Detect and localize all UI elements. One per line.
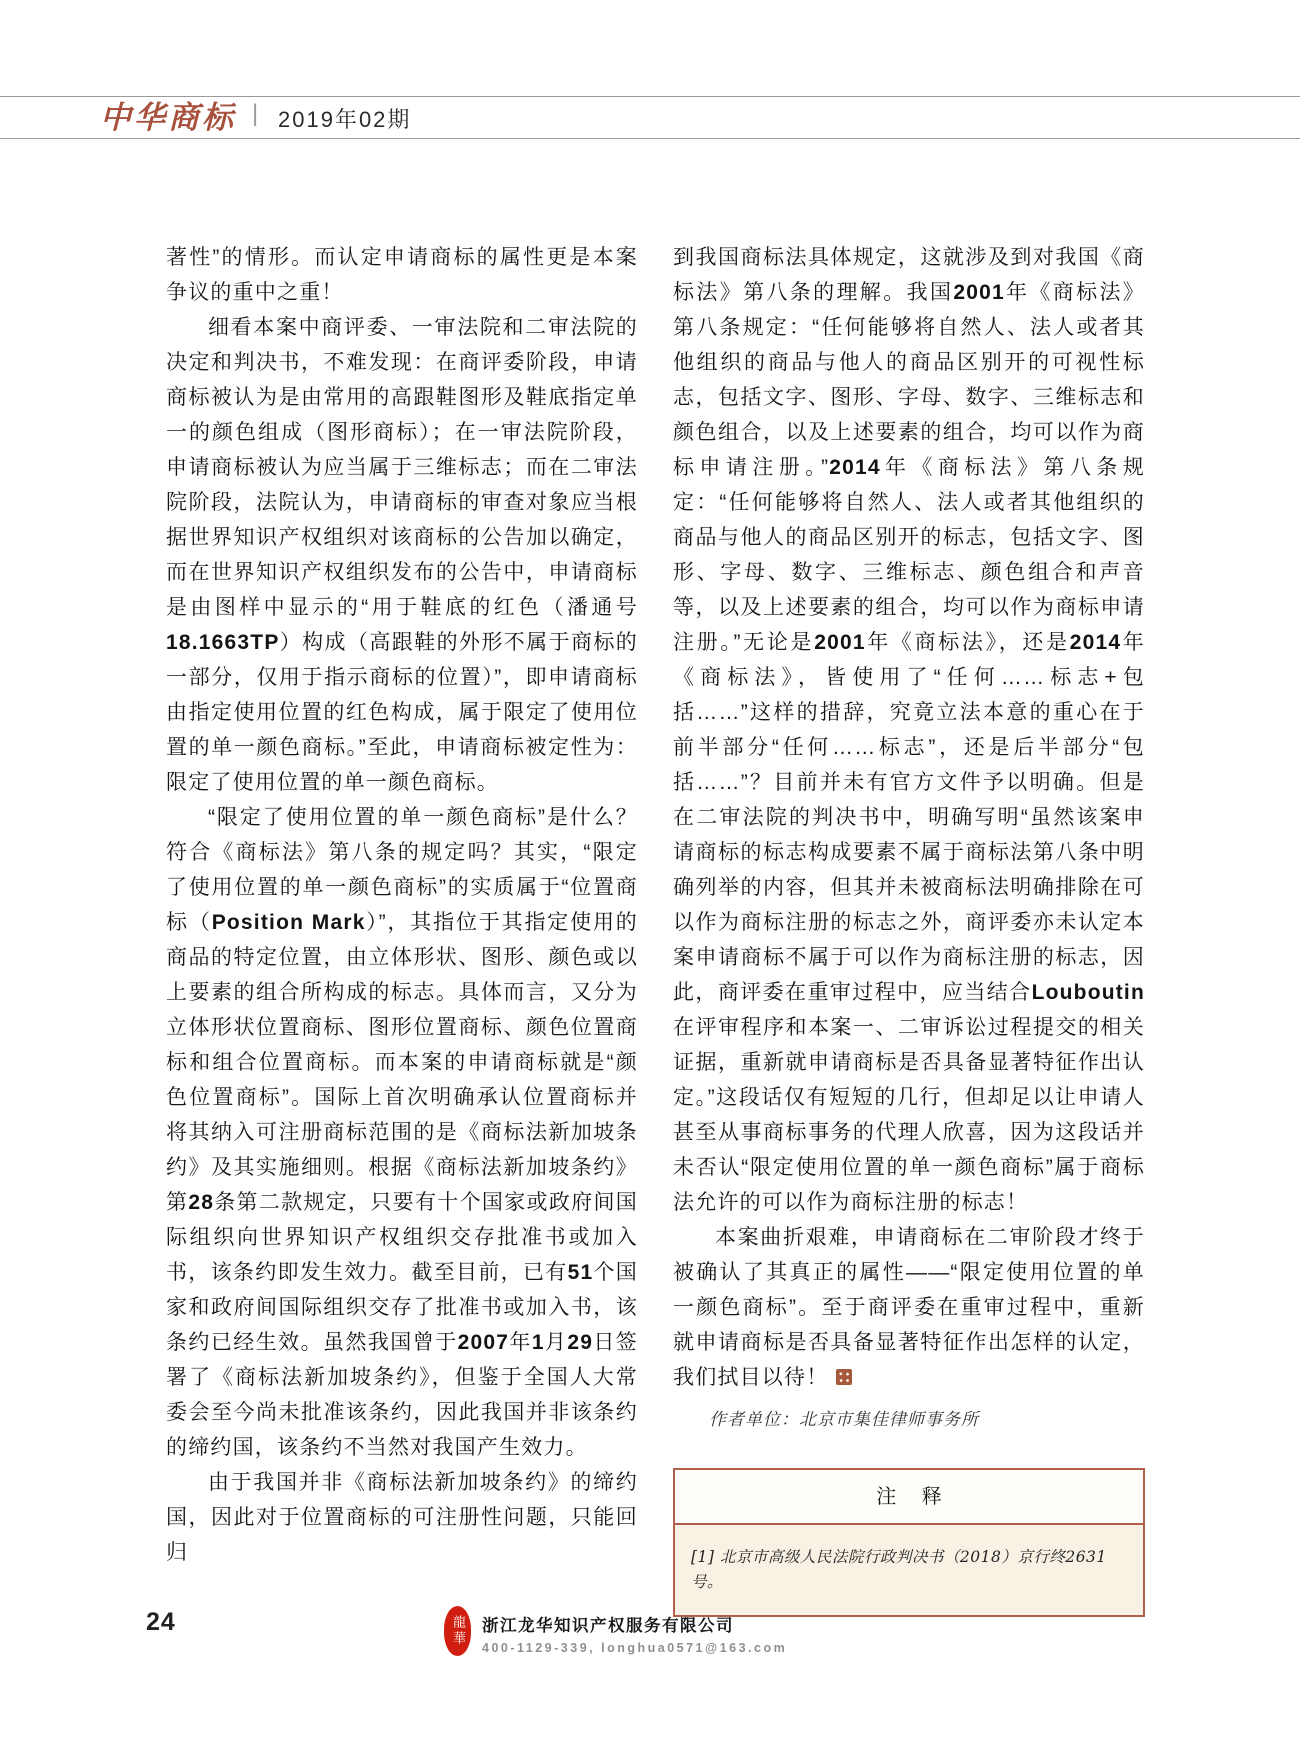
paragraph: 由于我国并非《商标法新加坡条约》的缔约国，因此对于位置商标的可注册性问题，只能回归 xyxy=(166,1471,638,1564)
paragraph-text: 本案曲折艰难，申请商标在二审阶段才终于被确认了其真正的属性——“限定使用位置的单一颜色商标”。至于商评委在重审过程中，重新就申请商标是否具备显著特征作出怎样的认定，我们拭目以待！ xyxy=(673,1226,1145,1389)
article-end-seal-icon xyxy=(836,1369,852,1385)
page-number: 24 xyxy=(146,1608,176,1636)
company-name: 浙江龙华知识产权服务有限公司 xyxy=(482,1617,734,1635)
article-left-column xyxy=(166,240,638,1570)
paragraph: 到我国商标法具体规定，这就涉及到对我国《商标法》第八条的理解。我国2001年《商标法》第八条规定：“任何能够将自然人、法人或者其他组织的商品与他人的商品区别开的可视性标志，包括文字、图形、字母、数字、三维标志和颜色组合，以及上述要素的组合，均可以作为商标申请注册。”2014年《商标法》第八条规定：“任何能够将自然人、法人或者其他组织的商品与他人的商品区别开的标志，包括文字、图形、字母、数字、三维标志、颜色组合和声音等，以及上述要素的组合，均可以作为商标申请注册。”无论是2001年《商标法》，还是2014年《商标法》，皆使用了“任何……标志+包括……”这样的措辞，究竟立法本意的重心在于前半部分“任何……标志”，还是后半部分“包括……”？目前并未有官方文件予以明确。但是在二审法院的判决书中，明确写明“虽然该案申请商标的标志构成要素不属于商标法第八条中明确列举的内容，但其并未被商标法明确排除在可以作为商标注册的标志之外，商评委亦未认定本案申请商标不属于可以作为商标注册的标志，因此，商评委在重审过程中，应当结合Louboutin在评审程序和本案一、二审诉讼过程提交的相关证据，重新就申请商标是否具备显著特征作出认定。”这段话仅有短短的几行，但却足以让申请人甚至从事商标事务的代理人欣喜，因为这段话并未否认“限定使用位置的单一颜色商标”属于商标法允许的可以作为商标注册的标志！ xyxy=(673,246,1145,1214)
author-affiliation: 作者单位：北京市集佳律师事务所 xyxy=(709,1410,979,1430)
magazine-logo: 中华商标 xyxy=(100,100,236,136)
paragraph: “限定了使用位置的单一颜色商标”是什么？符合《商标法》第八条的规定吗？其实，“限定了使用位置的单一颜色商标”的实质属于“位置商标（Position Mark）”，其指位于其指定使用的商品的特定位置，由立体形状、图形、颜色或以上要素的组合所构成的标志。具体而言，又分为立体形状位置商标、图形位置商标、颜色位置商标和组合位置商标。而本案的申请商标就是“颜色位置商标”。国际上首次明确承认位置商标并将其纳入可注册商标范围的是《商标法新加坡条约》及其实施细则。根据《商标法新加坡条约》第28条第二款规定，只要有十个国家或政府间国际组织向世界知识产权组织交存批准书或加入书，该条约即发生效力。截至目前，已有51个国家和政府间国际组织交存了批准书或加入书，该条约已经生效。虽然我国曾于2007年1月29日签署了《商标法新加坡条约》，但鉴于全国人大常委会至今尚未批准该条约，因此我国并非该条约的缔约国，该条约不当然对我国产生效力。 xyxy=(166,806,639,1459)
notes-title: 注 释 xyxy=(675,1470,1143,1525)
company-logo-seal-icon: 龍華 xyxy=(444,1606,471,1656)
paragraph xyxy=(673,1220,1145,1395)
article-right-column xyxy=(673,240,1145,1617)
company-contact: 400-1129-339, longhua0571@163.com xyxy=(482,1641,788,1655)
note-item: [1] 北京市高级人民法院行政判决书（2018）京行终2631号。 xyxy=(675,1525,1143,1615)
header-divider-bar: | xyxy=(252,100,259,127)
header-rule-bottom xyxy=(0,138,1300,139)
paragraph: 细看本案中商评委、一审法院和二审法院的决定和判决书，不难发现：在商评委阶段，申请商标被认为是由常用的高跟鞋图形及鞋底指定单一的颜色组成（图形商标）；在一审法院阶段，申请商标被认为应当属于三维标志；而在二审法院阶段，法院认为，申请商标的审查对象应当根据世界知识产权组织对该商标的公告加以确定，而在世界知识产权组织发布的公告中，申请商标是由图样中显示的“用于鞋底的红色（潘通号18.1663TP）构成（高跟鞋的外形不属于商标的一部分，仅用于指示商标的位置）”，即申请商标由指定使用位置的红色构成，属于限定了使用位置的单一颜色商标。”至此，申请商标被定性为：限定了使用位置的单一颜色商标。 xyxy=(166,316,638,794)
issue-label: 2019年02期 xyxy=(278,107,412,132)
paragraph: 著性”的情形。而认定申请商标的属性更是本案争议的重中之重！ xyxy=(166,246,638,304)
notes-box xyxy=(673,1468,1145,1617)
